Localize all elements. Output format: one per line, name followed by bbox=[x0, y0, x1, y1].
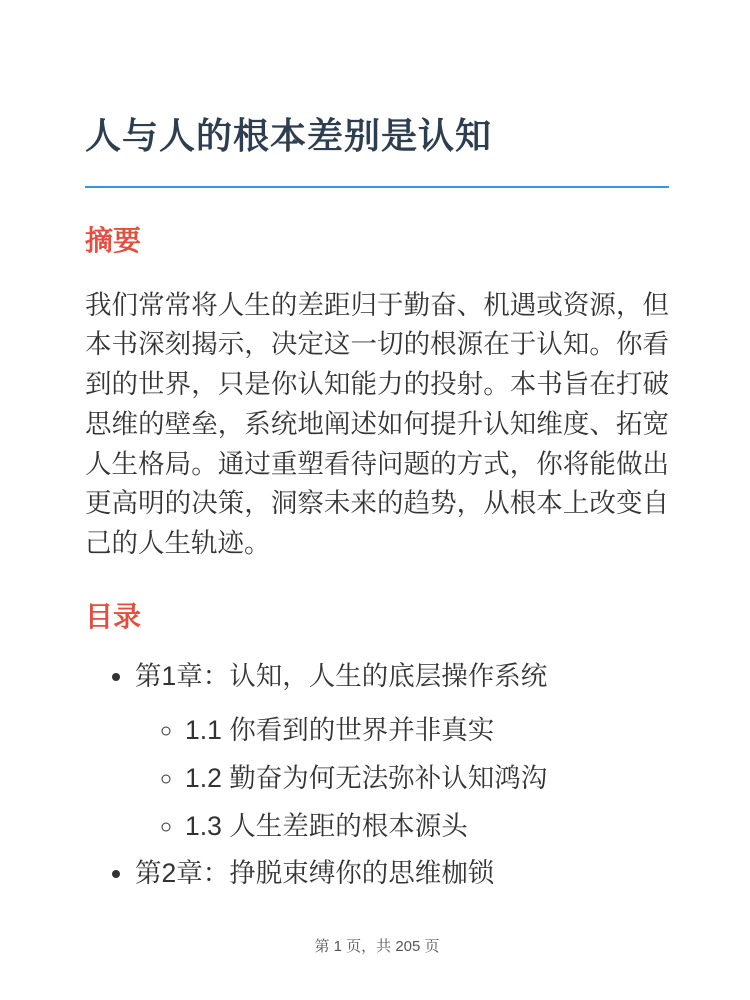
abstract-paragraph: 我们常常将人生的差距归于勤奋、机遇或资源，但本书深刻揭示，决定这一切的根源在于认知。你看到的世界，只是你认知能力的投射。本书旨在打破思维的壁垒，系统地阐述如何提升认知维度、拓宽人生格局。通过重塑看待问题的方式，你将能做出更高明的决策，洞察未来的趋势，从根本上改变自己的人生轨迹。 bbox=[85, 289, 669, 559]
page-number-footer: 第 1 页，共 205 页 bbox=[314, 938, 440, 956]
toc-sublist bbox=[135, 711, 669, 846]
toc-chapter-item bbox=[135, 854, 669, 894]
toc-section-item: ◦ 1.1 你看到的世界并非真实 bbox=[185, 711, 669, 751]
page-title: 人与人的根本差别是认知 bbox=[85, 115, 493, 156]
toc-section-item: ◦ 1.2 勤奋为何无法弥补认知鸿沟 bbox=[185, 759, 669, 799]
toc-chapter-item bbox=[135, 657, 669, 846]
abstract-heading: 摘要 bbox=[85, 225, 142, 256]
toc-section-item: ◦ 1.3 人生差距的根本源头 bbox=[185, 807, 669, 847]
toc-heading: 目录 bbox=[85, 600, 142, 632]
toc-chapter-label: 第2章：挣脱束缚你的思维枷锁 bbox=[135, 858, 495, 889]
toc-list bbox=[85, 657, 669, 894]
toc-chapter-label: 第1章：认知，人生的底层操作系统 bbox=[135, 661, 548, 692]
title-divider bbox=[85, 186, 669, 188]
